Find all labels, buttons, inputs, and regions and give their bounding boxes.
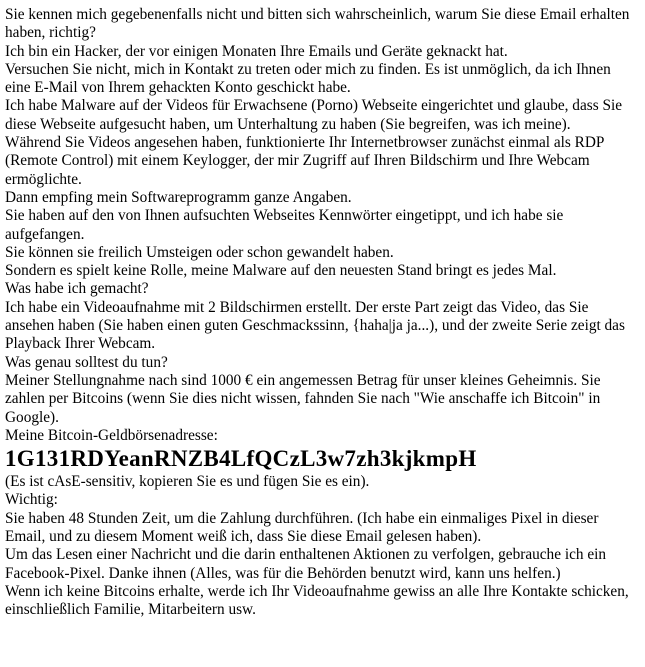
text-line: Wenn ich keine Bitcoins erhalte, werde ich Ihr Videoaufnahme gewiss an alle Ihre Kontakte schicken, einschließlich Familie, Mitarbeitern usw.	[5, 582, 629, 619]
text-line: Dann empfing mein Softwareprogramm ganze Angaben.	[5, 188, 352, 206]
text-line: Wichtig:	[5, 491, 58, 509]
text-line: Sie können sie freilich Umsteigen oder schon gewandelt haben.	[5, 243, 394, 261]
text-line: Sie haben 48 Stunden Zeit, um die Zahlung durchführen. (Ich habe ein einmaliges Pixel in dieser Email, und zu diesem Moment weiß ich, dass Sie diese Email gelesen haben).	[5, 509, 599, 546]
text-line: Während Sie Videos angesehen haben, funktionierte Ihr Internetbrowser zunächst einmal als RDP (Remote Control) mit einem Keylogger, der mir Zugriff auf Ihren Bildschirm und Ihre Webcam ermöglichte.	[5, 134, 604, 188]
bitcoin-wallet-address: 1G131RDYeanRNZB4LfQCzL3w7zh3kjkmpH	[5, 446, 477, 472]
text-line: Versuchen Sie nicht, mich in Kontakt zu treten oder mich zu finden. Es ist unmöglich, da ich Ihnen eine E-Mail von Ihrem gehackten Konto geschickt habe.	[5, 60, 611, 97]
email-text-after	[5, 473, 640, 619]
text-line: Sondern es spielt keine Rolle, meine Malware auf den neuesten Stand bringt es jedes Mal.	[5, 262, 557, 280]
text-line: Was genau solltest du tun?	[5, 353, 168, 371]
text-line: Sie kennen mich gegebenenfalls nicht und bitten sich wahrscheinlich, warum Sie diese Email erhalten haben, richtig?	[5, 6, 630, 42]
text-line: Ich bin ein Hacker, der vor einigen Monaten Ihre Emails und Geräte geknackt hat.	[5, 42, 508, 60]
text-line: Meiner Stellungnahme nach sind 1000 € ein angemessen Betrag für unser kleines Geheimnis. Sie zahlen per Bitcoins (wenn Sie dies nicht wissen, fahnden Sie nach "Wie anschaffe ich Bitcoin" in Google).	[5, 371, 601, 426]
text-line: (Es ist cAsE-sensitiv, kopieren Sie es und fügen Sie es ein).	[5, 473, 370, 491]
text-line: Sie haben auf den von Ihnen aufsuchten Webseites Kennwörter eingetippt, und ich habe sie aufgefangen.	[5, 207, 564, 243]
text-line: Ich habe Malware auf der Videos für Erwachsene (Porno) Webseite eingerichtet und glaube, dass Sie diese Webseite aufgesucht haben, um Unterhaltung zu haben (Sie begreifen, was ich meine).	[5, 97, 623, 133]
text-line: Was habe ich gemacht?	[5, 280, 149, 298]
email-text-before	[5, 6, 640, 445]
text-line: Meine Bitcoin-Geldbörsenadresse:	[5, 426, 218, 444]
text-line: Ich habe ein Videoaufnahme mit 2 Bildschirmen erstellt. Der erste Part zeigt das Video, das Sie ansehen haben (Sie haben einen guten Geschmackssinn, {haha|ja ja...), und der zweite Serie zeigt das Playback Ihrer Webcam.	[5, 298, 625, 353]
text-line: Um das Lesen einer Nachricht und die darin enthaltenen Aktionen zu verfolgen, gebrauche ich ein Facebook-Pixel. Danke ihnen (Alles, was für die Behörden benutzt wird, kann uns helfen.)	[5, 546, 607, 582]
